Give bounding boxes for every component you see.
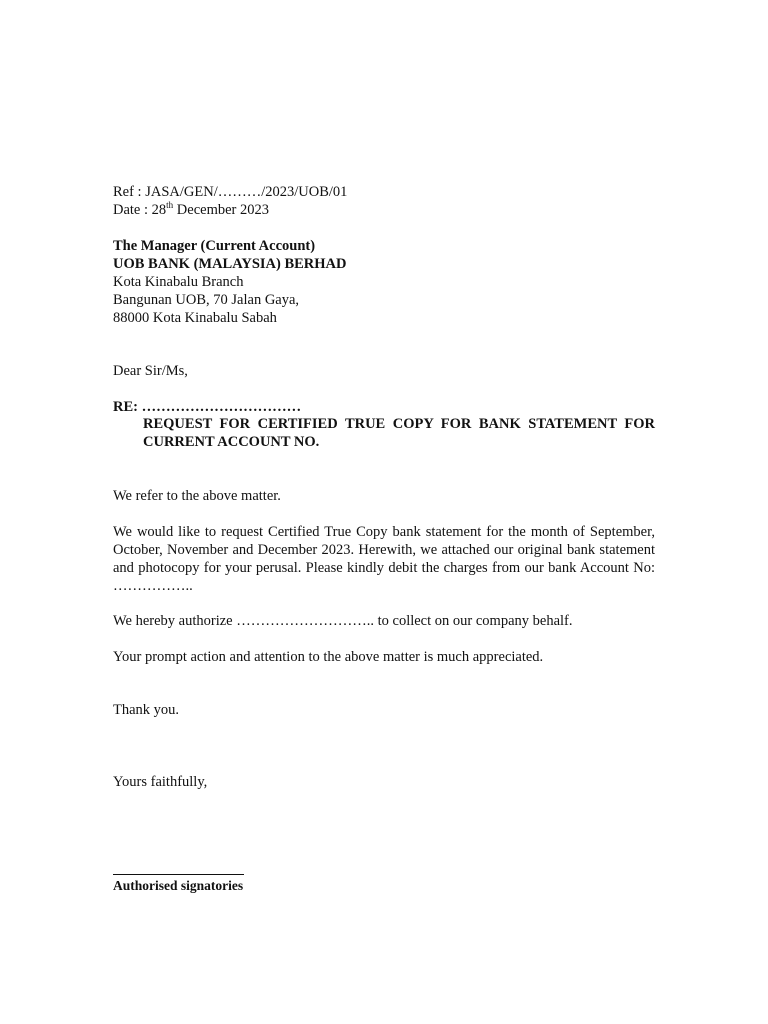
date-suffix: December 2023 [173,202,269,218]
letter-date [113,201,269,219]
body-paragraph-1: We refer to the above matter. [113,488,281,504]
thank-you: Thank you. [113,702,180,718]
recipient-postcode-city: 88000 Kota Kinabalu Sabah [113,310,277,326]
reference-number: Ref : JASA/GEN/………/2023/UOB/01 [113,184,348,200]
recipient-title: The Manager (Current Account) [113,238,316,254]
recipient-address-line: Bangunan UOB, 70 Jalan Gaya, [113,292,300,308]
signature-line [113,874,244,875]
date-prefix: Date : 28 [113,202,167,218]
sign-off: Yours faithfully, [113,774,208,790]
salutation: Dear Sir/Ms, [113,363,188,379]
recipient-branch: Kota Kinabalu Branch [113,274,244,290]
date-ordinal-suffix: th [166,200,174,210]
recipient-bank-name: UOB BANK (MALAYSIA) BERHAD [113,256,347,272]
body-paragraph-2: We would like to request Certified True Copy bank statement for the month of September, October, November and December 2023. Herewith, we attached our original bank statement and photocopy for your perusal. Please kindly debit the charges from our bank Account No: …………….. [113,524,655,594]
body-paragraph-4: Your prompt action and attention to the above matter is much appreciated. [113,649,544,665]
body-paragraph-3: We hereby authorize ……………………….. to collect on our company behalf. [113,613,573,629]
subject-re-label: RE: …………………………… [113,399,302,415]
signatory-label: Authorised signatories [113,878,244,893]
subject-title: REQUEST FOR CERTIFIED TRUE COPY FOR BANK STATEMENT FOR CURRENT ACCOUNT NO. [143,416,655,450]
